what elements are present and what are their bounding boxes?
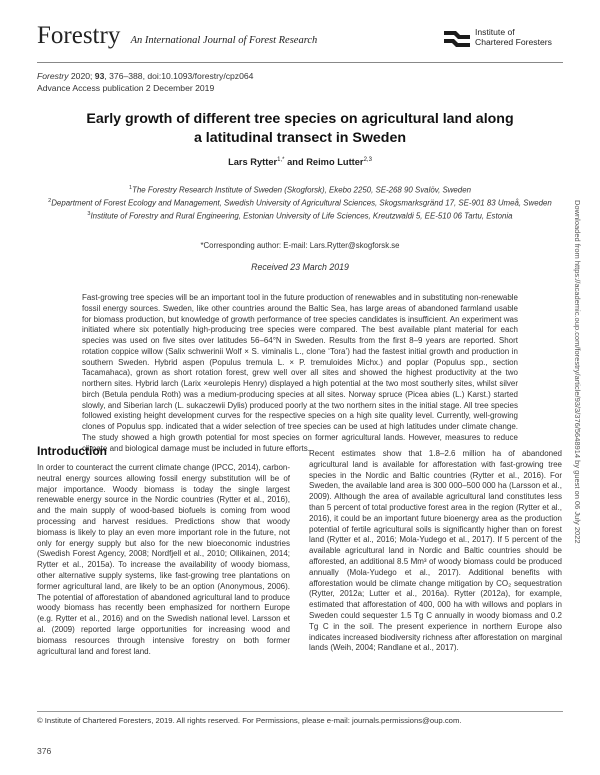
received-date: Received 23 March 2019 (251, 262, 349, 272)
citation-doi: , 376–388, doi:10.1093/forestry/cpz064 (104, 71, 254, 81)
journal-title: Forestry (37, 22, 121, 49)
masthead-divider (37, 62, 563, 63)
author-2: Reimo Lutter (306, 157, 364, 168)
ifc-logo-icon (442, 27, 472, 51)
copyright-notice: © Institute of Chartered Foresters, 2019. All rights reserved. For Permissions, please e-mail: journals.permissions@oup.com. (37, 716, 462, 725)
citation-line-2: Advance Access publication 2 December 2019 (37, 83, 215, 93)
download-note-text: Downloaded from https://academic.oup.com/forestry/article/93/3/376/5648914 by guest on 06 July 2022 (573, 200, 582, 544)
affiliation-3-num: 3 (87, 211, 91, 218)
article-title (60, 110, 540, 148)
abstract (82, 293, 518, 454)
author-1-affiliation: 1,* (277, 157, 285, 163)
citation-line-1 (37, 70, 557, 82)
citation-volume: 93 (94, 71, 105, 81)
right-column (309, 449, 562, 654)
citation-journal: Forestry (37, 71, 69, 81)
author-join: and (284, 157, 307, 168)
title-line-2: a latitudinal transect in Sweden (193, 130, 407, 146)
page-number: 376 (37, 746, 52, 756)
publisher-line-1: Institute of (475, 27, 515, 37)
publisher-name (475, 27, 552, 47)
journal-subtitle: An International Journal of Forest Research (130, 35, 318, 46)
affiliation-3 (48, 209, 552, 222)
journal-name (37, 22, 317, 50)
title-line-1: Early growth of different tree species on agricultural land along (86, 111, 514, 127)
publisher-logo (442, 26, 577, 54)
affiliation-1 (48, 183, 552, 196)
journal-masthead (37, 20, 577, 60)
author-2-affiliation: 2,3 (363, 157, 372, 163)
affiliation-1-text: The Forestry Research Institute of Sweden (Skogforsk), Ekebo 2250, SE-268 90 Svalöv, Sweden (132, 185, 471, 195)
affiliation-2-num: 2 (48, 198, 52, 205)
introduction-heading: Introduction (37, 444, 107, 458)
citation-block (37, 70, 557, 94)
corresponding-author: *Corresponding author: E-mail: Lars.Rytter@skogforsk.se (200, 241, 400, 250)
affiliation-2-text: Department of Forest Ecology and Management, Swedish University of Agricultural Sciences, Skogsmarksgränd 17, SE-901 83 Umeå, Sweden (51, 198, 552, 208)
citation-year: 2020; (68, 71, 95, 81)
intro-paragraph-1: In order to counteract the current climate change (IPCC, 2014), carbon-neutral energy sources allowing fossil energy substitution will be of major importance. Woody biomass is today the single largest renewable energy source in the Nordic countries (Rytter et al., 2016), and the main supply of wood-based biofuels is coming from wood processing and harvest residues. Predictions show that woody biomass is likely to play an even more important role in the future, not only for energy supply but also for the new bioeconomic industries (Swedish Forest Agency, 2008; Nordfjell et al., 2010; Ollikainen, 2014; Rytter et al., 2015a). To increase the availability of woody biomass, other alternative supply systems, like fast-growing tree plantations on former agricultural land, are likely to be an option (Anonymous, 2006). The potential of afforestation of abandoned agricultural land to produce woody biomass has recently been emphasized for northern Europe (e.g. Rytter et al., 2016) and on the Swedish national level. Larsson et al. (2009) reported large opportunities for increasing wood and biomass resources through intensive forestry on both former agricultural land and forest land. (37, 463, 291, 656)
abstract-text: Fast-growing tree species will be an important tool in the future production of renewables and in substituting non-renewable fossil energy sources. Sweden, like other countries around the Baltic Sea, has large areas of abandoned farmland usable for biomass production, but knowledge of growth performance of tree species candidates is insufficient. An experiment was initiated where six potentially high-producing tree species were compared. The best available plant material for each species was used on five sites over latitudes 56–64°N in Sweden. Results from the first 8–9 years are reported. Short rotation coppice willow (Salix schwerinii Wolf × S. viminalis L., clone ‘Tora’) had the fastest initial growth and production in southern Sweden. Hybrid aspen (Populus tremula L. × P. tremuloides Michx.) and poplar (Populus spp., section Tacamahaca), grown as short rotation forest, grew well over all sites and showed the highest productivity at the two northern sites. Hybrid larch (Larix ×eurolepis Henry) displayed a high potential at the two most southerly sites, whilst silver birch (Betula pendula Roth) was a medium-producing species at all sites. Norway spruce (Picea abies (L.) Karst.) started slowly, and Siberian larch (L. sukaczewii Dylis) produced poorly at the two northern sites in the initial stage. All tree species followed existing height development curves for the respective species on a high site quality level. Currently, well-growing clones of Populus spp. indicated that a wider selection of tree species can be used at high latitudes under climate change. The study showed a high growth potential for most species on former agricultural lands. However, measures to reduce climate and biological damage must be included in future efforts. (82, 293, 518, 453)
footer-divider (37, 711, 563, 712)
affiliation-2 (48, 196, 552, 209)
affiliation-3-text: Institute of Forestry and Rural Engineering, Estonian University of Life Sciences, Kreutzwaldi 5, EE-510 06 Tartu, Estonia (90, 212, 513, 222)
author-1: Lars Rytter (228, 157, 278, 168)
affiliation-1-num: 1 (129, 185, 133, 191)
download-watermark (575, 200, 589, 720)
publisher-line-2: Chartered Foresters (475, 37, 552, 47)
affiliations (48, 183, 552, 223)
intro-paragraph-2: Recent estimates show that 1.8–2.6 million ha of abandoned agricultural land is available for afforestation with fast-growing tree species in the Nordic and Baltic countries (Rytter et al., 2016). For Sweden, the available land area is 300 000–500 000 ha (Larsson et al., 2009). Although the area of available agricultural land constitutes less than 5 percent of total productive forest area in the region (Rytter et al., 2016), it could be an important future bioenergy area as the production potential of fertile agricultural soils is significantly higher than on forest land (Rytter et al., 2016; Mola-Yudego et al., 2017). If 5 percent of the available agricultural land in Nordic and Baltic countries should be afforested, an additional 8.5 Mm³ of woody biomass could be produced annually (Mola-Yudego et al., 2017). Additional benefits with afforestation would be climate change mitigation by CO₂ sequestration (Rytter, 2012a; Lutter et al., 2016a). Rytter (2012a), for example, estimated that afforestation of 400, 000 ha with willows and poplars in Sweden could sequester 1.5 Tg C annually in woody biomass and 0.2 Tg C in the soil. The present experience in northern Europe also indicates increased biodiversity richness after afforestation on marginal lands (Weih, 2004; Randlane et al., 2017). (309, 449, 562, 653)
left-column (37, 463, 290, 657)
author-list (60, 157, 540, 167)
